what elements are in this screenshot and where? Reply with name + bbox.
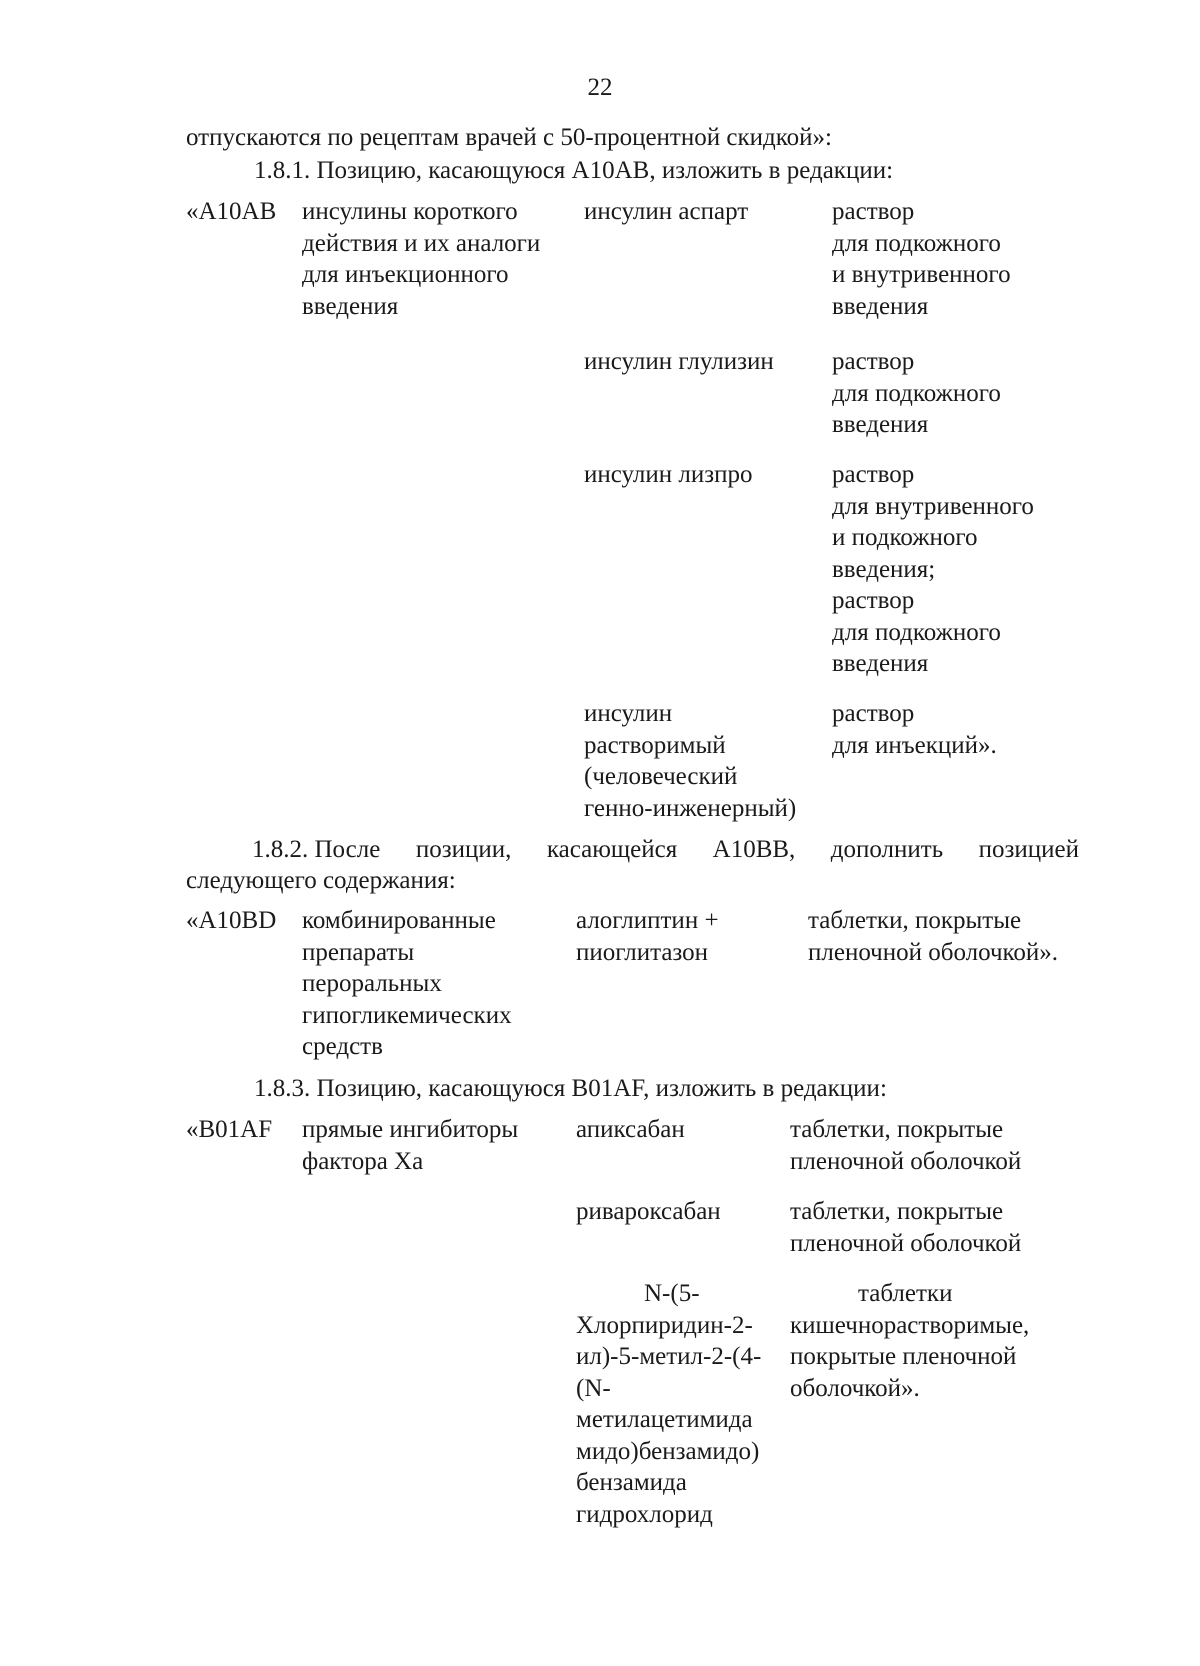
group-a10ab: инсулины короткого действия и их аналоги для инъекционного введения: [302, 198, 541, 320]
section-1-8-3-heading: 1.8.3. Позицию, касающуюся В01АF, изложить в редакции:: [254, 1075, 887, 1102]
section-1-8-1-heading: 1.8.1. Позицию, касающуюся А10АВ, изложить в редакции:: [254, 157, 894, 184]
form-alogliptin-pioglitazone: таблетки, покрытые пленочной оболочкой».: [808, 907, 1059, 966]
section-1-8-2-heading: 1.8.2. После позиции, касающейся А10ВВ, дополнить позицией: [252, 836, 1079, 863]
drug-rivaroxaban: ривароксабан: [576, 1198, 721, 1225]
drug-insulin-lispro: инсулин лизпро: [584, 461, 753, 488]
section-1-8-2-heading-line2: следующего содержания:: [186, 867, 456, 894]
drug-apixaban: апиксабан: [576, 1116, 685, 1143]
drug-insulin-soluble: инсулин растворимый (человеческий генно-инженерный): [584, 700, 797, 822]
form-insulin-glulisine: раствор для подкожного введения: [832, 348, 1001, 438]
group-b01af: прямые ингибиторы фактора Ха: [302, 1116, 519, 1175]
form-apixaban: таблетки, покрытые пленочной оболочкой: [790, 1116, 1022, 1175]
drug-alogliptin-pioglitazone: алоглиптин + пиоглитазон: [576, 907, 719, 966]
form-insulin-aspart: раствор для подкожного и внутривенного введения: [832, 198, 1011, 320]
form-rivaroxaban: таблетки, покрытые пленочной оболочкой: [790, 1198, 1022, 1257]
drug-chloropyridinyl-compound: N-(5- Хлорпиридин-2- ил)-5-метил-2-(4- (N- метилацетимида мидо)бензамидо) бензамида гидрохлорид: [576, 1280, 762, 1528]
atc-code-a10ab: «А10АВ: [186, 198, 277, 225]
drug-insulin-glulisine: инсулин глулизин: [584, 348, 774, 375]
atc-code-a10bd: «А10ВD: [186, 907, 277, 934]
drug-insulin-aspart: инсулин аспарт: [584, 198, 749, 225]
form-insulin-soluble: раствор для инъекций».: [832, 700, 997, 759]
form-chloropyridinyl-compound: таблетки кишечнорастворимые, покрытые пленочной оболочкой».: [790, 1280, 1030, 1402]
group-a10bd: комбинированные препараты пероральных гипогликемических средств: [302, 907, 512, 1060]
intro-line: отпускаются по рецептам врачей с 50-процентной скидкой»:: [186, 124, 832, 151]
page-number: 22: [587, 74, 613, 101]
form-insulin-lispro: раствор для внутривенного и подкожного введения; раствор для подкожного введения: [832, 461, 1034, 677]
atc-code-b01af: «В01АF: [186, 1116, 273, 1143]
